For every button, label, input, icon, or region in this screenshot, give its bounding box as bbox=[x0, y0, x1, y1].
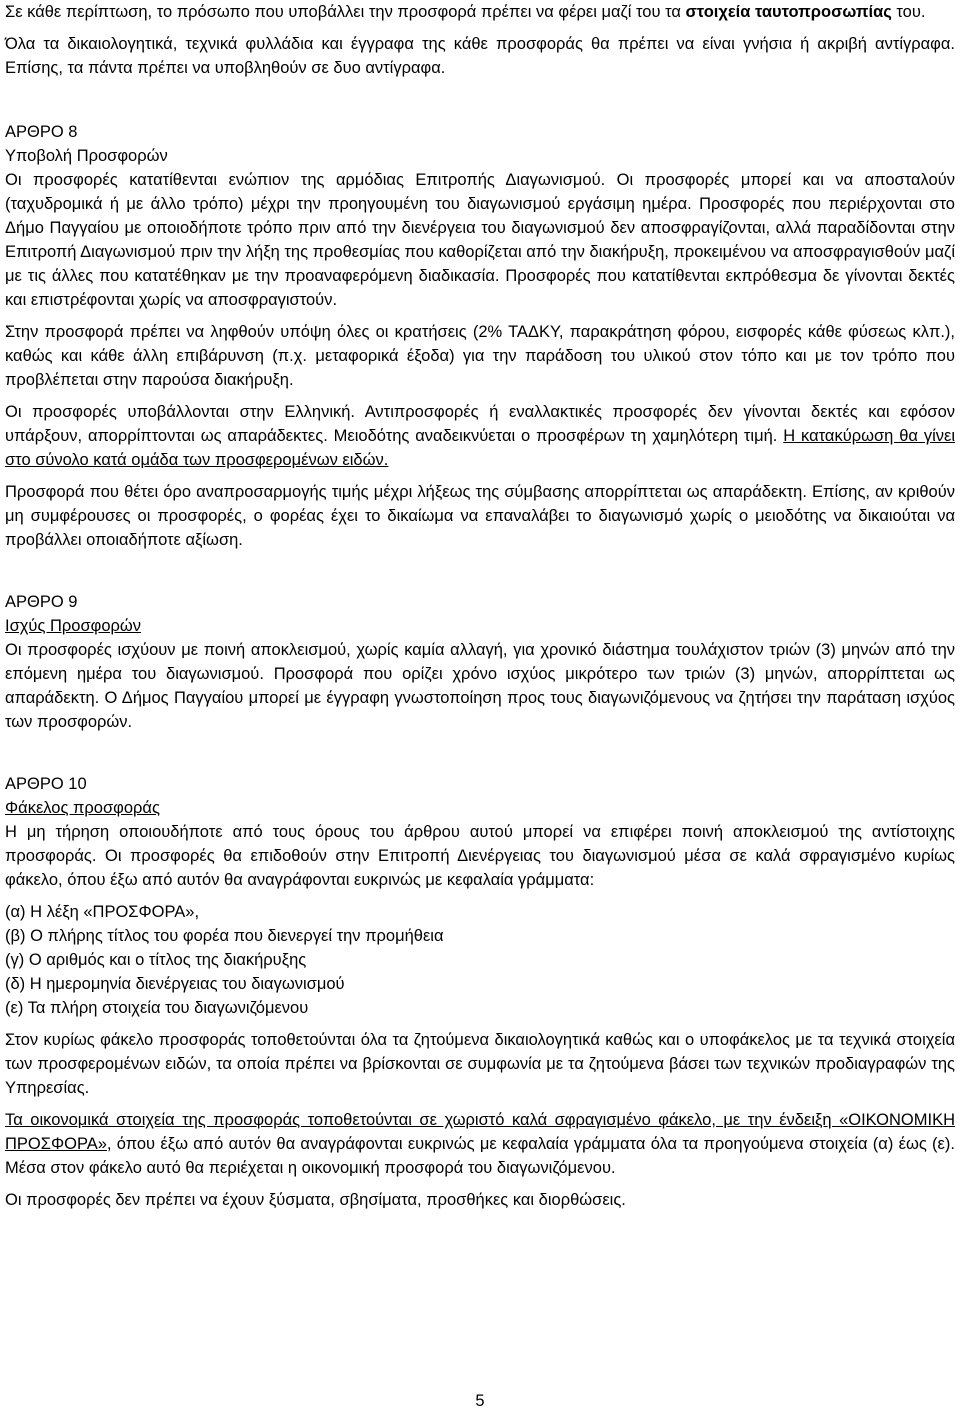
page-number: 5 bbox=[475, 1392, 485, 1410]
article-8-paragraph-4: Προσφορά που θέτει όρο αναπροσαρμογής τιμής μέχρι λήξεως της σύμβασης απορρίπτεται ως απαράδεκτη. Επίσης, αν κριθούν μη συμφέρουσες οι προσφορές, ο φορέας έχει το δικαίωμα να επαναλάβει το διαγωνισμό χωρίς ο μειοδότης να δικαιούται να προβάλλει οποιαδήποτε αξίωση. bbox=[5, 483, 955, 549]
financial-offer-underlined: Τα οικονομικά στοιχεία της προσφοράς τοποθετούνται σε χωριστό καλά σφραγισμένο φάκελο, με την ένδειξη «ΟΙΚΟΝΟΜΙΚΗ ΠΡΟΣΦΟΡΑ» bbox=[5, 1111, 955, 1153]
article-8-paragraph-3: Οι προσφορές υποβάλλονται στην Ελληνική. Αντιπροσφορές ή εναλλακτικές προσφορές δεν γίνονται δεκτές και εφόσον υπάρξουν, απορρίπτονται ως απαράδεκτες. Μειοδότης αναδεικνύεται ο προσφέρων τη χαμηλότερη τιμή. Η κατακύρωση θα γίνει στο σύνολο κατά ομάδα των προσφερομένων ειδών. bbox=[5, 403, 956, 469]
award-clause-underlined: Η κατακύρωση θα γίνει στο σύνολο κατά ομάδα των προσφερομένων ειδών. bbox=[5, 427, 956, 469]
intro-paragraph-1: Σε κάθε περίπτωση, το πρόσωπο που υποβάλλει την προσφορά πρέπει να φέρει μαζί του τα στοιχεία ταυτοπροσωπίας του. bbox=[5, 3, 926, 21]
list-item: (β) Ο πλήρης τίτλος του φορέα που διενεργεί την προμήθεια bbox=[5, 927, 444, 945]
article-8-number: ΑΡΘΡΟ 8 bbox=[5, 123, 78, 141]
list-item: (γ) Ο αριθμός και ο τίτλος της διακήρυξης bbox=[5, 951, 307, 969]
identity-documents-emphasis: στοιχεία ταυτοπροσωπίας bbox=[685, 3, 892, 21]
article-8-paragraph-1: Οι προσφορές κατατίθενται ενώπιον της αρμόδιας Επιτροπής Διαγωνισμού. Οι προσφορές μπορεί και να αποσταλούν (ταχυδρομικά ή με άλλο τρόπο) μέχρι την προηγουμένη του διαγωνισμού εργάσιμη ημέρα. Προσφορές που περιέρχονται στο Δήμο Παγγαίου με οποιοδήποτε τρόπο πριν από την διενέργεια του διαγωνισμού δεν αποσφραγίζονται, αλλά παραδίδονται στην Επιτροπή Διαγωνισμού πριν την λήξη της προθεσμίας που καθορίζεται από την διακήρυξη, προκειμένου να αποσφραγισθούν μαζί με τις άλλες που κατατέθηκαν με την προαναφερόμενη διαδικασία. Προσφορές που κατατίθενται εκπρόθεσμα δε γίνονται δεκτές και επιστρέφονται χωρίς να αποσφραγιστούν. bbox=[5, 171, 955, 309]
list-item: (δ) Η ημερομηνία διενέργειας του διαγωνισμού bbox=[5, 975, 345, 993]
article-10-paragraph-3: Τα οικονομικά στοιχεία της προσφοράς τοποθετούνται σε χωριστό καλά σφραγισμένο φάκελο, με την ένδειξη «ΟΙΚΟΝΟΜΙΚΗ ΠΡΟΣΦΟΡΑ», όπου έξω από αυτόν θα αναγράφονται ευκρινώς με κεφαλαία γράμματα όλα τα προηγούμενα στοιχεία (α) έως (ε). Μέσα στον φάκελο αυτό θα περιέχεται η οικονομική προσφορά του διαγωνιζόμενου. bbox=[5, 1111, 955, 1177]
document-page bbox=[5, 0, 955, 1212]
article-9-title: Ισχύς Προσφορών bbox=[5, 617, 142, 635]
article-10-number: ΑΡΘΡΟ 10 bbox=[5, 775, 87, 793]
article-10-paragraph-4: Οι προσφορές δεν πρέπει να έχουν ξύσματα, σβησίματα, προσθήκες και διορθώσεις. bbox=[5, 1191, 626, 1209]
article-10-paragraph-2: Στον κυρίως φάκελο προσφοράς τοποθετούνται όλα τα ζητούμενα δικαιολογητικά καθώς και ο υποφάκελος με τα τεχνικά στοιχεία των προσφερομένων ειδών, τα οποία πρέπει να βρίσκονται σε συμφωνία με τα ζητούμενα βάσει των τεχνικών προδιαγραφών της Υπηρεσίας. bbox=[5, 1031, 955, 1097]
list-item: (α) Η λέξη «ΠΡΟΣΦΟΡΑ», bbox=[5, 903, 200, 921]
article-9-paragraph-1: Οι προσφορές ισχύουν με ποινή αποκλεισμού, χωρίς καμία αλλαγή, για χρονικό διάστημα τουλάχιστον τριών (3) μηνών από την επόμενη ημέρα του διαγωνισμού. Προσφορά που ορίζει χρόνο ισχύος μικρότερο των τριών (3) μηνών, απορρίπτεται ως απαράδεκτη. Ο Δήμος Παγγαίου μπορεί με έγγραφη γνωστοποίηση προς τους διαγωνιζόμενους να ζητήσει την παράταση ισχύος των προσφορών. bbox=[5, 641, 955, 731]
list-item: (ε) Τα πλήρη στοιχεία του διαγωνιζόμενου bbox=[5, 999, 309, 1017]
article-8-title: Υποβολή Προσφορών bbox=[5, 147, 168, 165]
envelope-markings-list bbox=[5, 900, 955, 1020]
article-8-paragraph-2: Στην προσφορά πρέπει να ληφθούν υπόψη όλες οι κρατήσεις (2% ΤΑΔΚΥ, παρακράτηση φόρου, εισφορές κάθε φύσεως κλπ.), καθώς και κάθε άλλη επιβάρυνση (π.χ. μεταφορικά έξοδα) για την παράδοση του υλικού στον τόπο και με τον τρόπο που προβλέπεται στην παρούσα διακήρυξη. bbox=[5, 323, 955, 389]
article-9-number: ΑΡΘΡΟ 9 bbox=[5, 593, 78, 611]
intro-paragraph-2: Όλα τα δικαιολογητικά, τεχνικά φυλλάδια και έγγραφα της κάθε προσφοράς θα πρέπει να είναι γνήσια ή ακριβή αντίγραφα. Επίσης, τα πάντα πρέπει να υποβληθούν σε δυο αντίγραφα. bbox=[5, 35, 955, 77]
article-10-paragraph-1: Η μη τήρηση οποιουδήποτε από τους όρους του άρθρου αυτού μπορεί να επιφέρει ποινή αποκλεισμού της αντίστοιχης προσφοράς. Οι προσφορές θα επιδοθούν στην Επιτροπή Διενέργειας του διαγωνισμού μέσα σε καλά σφραγισμένο κυρίως φάκελο, όπου έξω από αυτόν θα αναγράφονται ευκρινώς με κεφαλαία γράμματα: bbox=[5, 823, 955, 889]
article-10-title: Φάκελος προσφοράς bbox=[5, 799, 160, 817]
